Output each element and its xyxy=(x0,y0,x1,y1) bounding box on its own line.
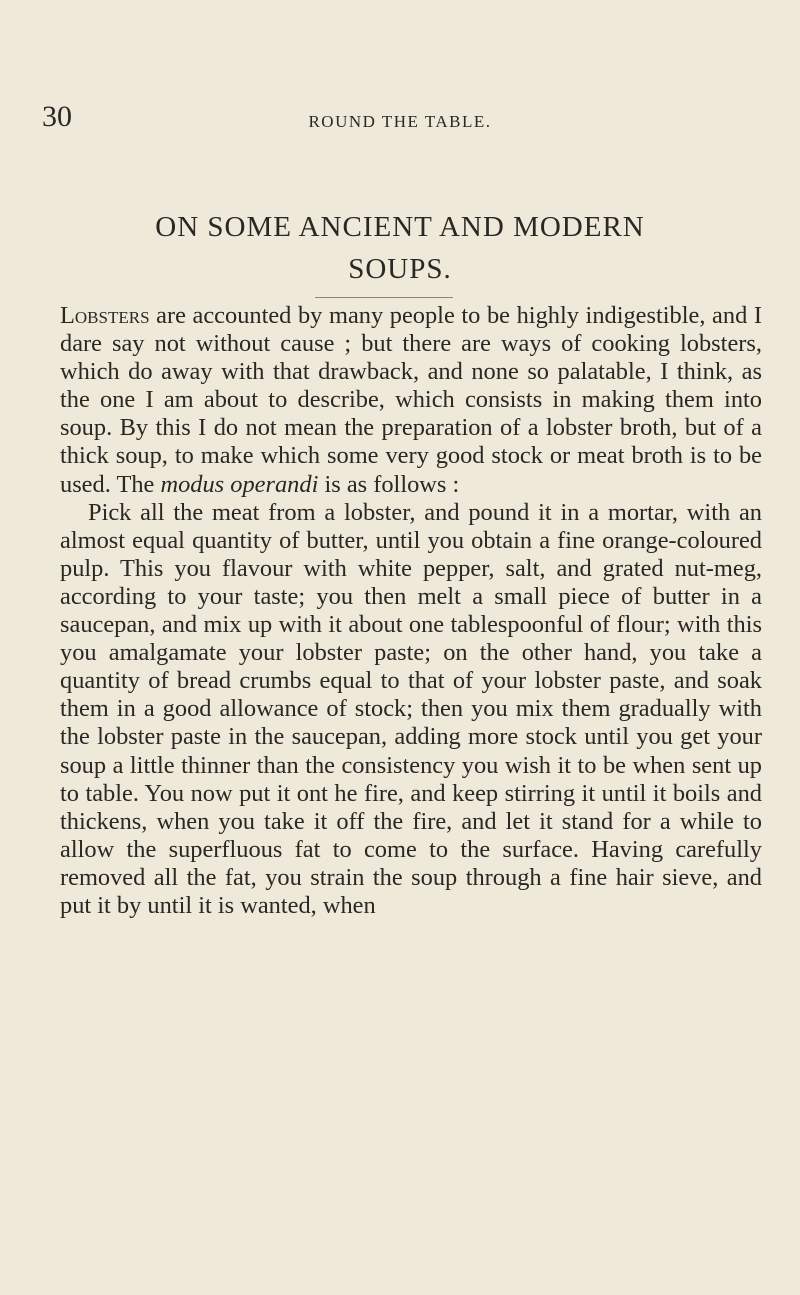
chapter-title-line-2: SOUPS. xyxy=(348,253,452,285)
page-number: 30 xyxy=(42,100,72,133)
paragraph-1-italic: modus operandi xyxy=(160,470,319,498)
running-head: ROUND THE TABLE. xyxy=(308,112,492,131)
body-text xyxy=(60,302,762,920)
paragraph-2: Pick all the meat from a lobster, and pound it in a mortar, with an almost equal quantity of butter, until you obtain a fine orange-coloured pulp. This you flavour with white pepper, salt, and grated nut-meg, according to your taste; you then melt a small piece of butter in a saucepan, and mix up with it about one tablespoonful of flour; with this you amalgamate your lobster paste; on the other hand, you take a quantity of bread crumbs equal to that of your lobster paste, and soak them in a good allowance of stock; then you mix them gradually with the lobster paste in the saucepan, adding more stock until you get your soup a little thinner than the consistency you wish it to be when sent up to table. You now put it ont he fire, and keep stirring it until it boils and thickens, when you take it off the fire, and let it stand for a while to allow the superfluous fat to come to the surface. Having carefully removed all the fat, you strain the soup through a fine hair sieve, and put it by until it is wanted, when xyxy=(60,498,762,919)
chapter-title xyxy=(0,206,800,290)
lead-word: Lobsters xyxy=(60,302,150,329)
title-rule xyxy=(315,297,453,298)
paragraph-1-text-a: are accounted by many people to be highly indigestible, and I dare say not without cause ; but there are ways of cooking lobsters, which do away with that drawback, and none so palatable, I think, as the one I am about to describe, which consists in making them into soup. By this I do not mean the preparation of a lobster broth, but of a thick soup, to make which some very good stock or meat broth is to be used. The xyxy=(60,302,762,498)
paragraph-1-text-b: is as follows : xyxy=(318,470,460,498)
paragraph-1 xyxy=(60,302,762,499)
chapter-title-line-1: ON SOME ANCIENT AND MODERN xyxy=(155,211,645,243)
